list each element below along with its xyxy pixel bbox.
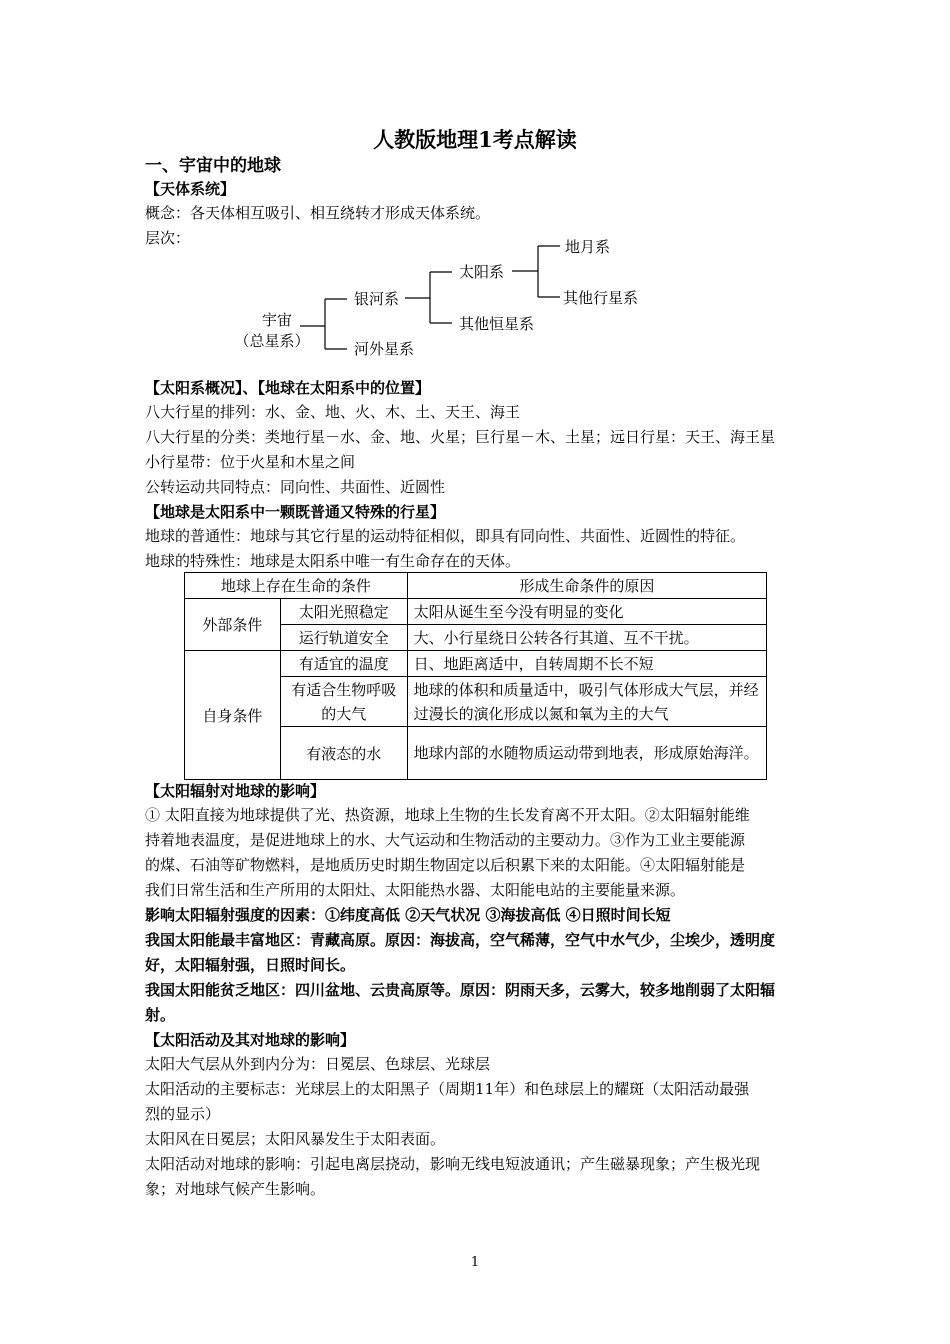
reason-cell: 太阳从诞生至今没有明显的变化 [407, 599, 766, 625]
reason-cell: 日、地距离适中，自转周期不长不短 [407, 651, 766, 677]
table-header-cell: 地球上存在生命的条件 [185, 573, 408, 599]
node-solar-system: 太阳系 [459, 263, 505, 281]
solar-line-1: 八大行星的排列：水、金、地、火、木、土、天王、海王 [145, 403, 521, 421]
levels-label: 层次： [145, 229, 191, 247]
subheading-celestial-system: 【天体系统】 [145, 180, 236, 198]
activity-line-6: 象；对地球气候产生影响。 [145, 1180, 326, 1198]
condition-cell: 太阳光照稳定 [280, 599, 407, 625]
solar-line-3: 小行星带：位于火星和木星之间 [145, 453, 356, 471]
hierarchy-diagram [0, 0, 950, 370]
condition-cell: 有适宜的温度 [280, 651, 407, 677]
subheading-special-planet: 【地球是太阳系中一颗既普通又特殊的行星】 [145, 503, 446, 521]
node-earth-moon: 地月系 [565, 238, 611, 256]
activity-line-4: 太阳风在日冕层；太阳风暴发生于太阳表面。 [145, 1130, 446, 1148]
node-extragalactic: 河外星系 [354, 340, 415, 358]
reason-cell: 大、小行星绕日公转各行其道、互不干扰。 [407, 625, 766, 651]
subheading-solar-radiation: 【太阳辐射对地球的影响】 [145, 782, 326, 800]
subheading-solar-overview: 【太阳系概况】、【地球在太阳系中的位置】 [145, 379, 431, 397]
node-universe: 宇宙 [261, 311, 293, 329]
node-galaxy: 银河系 [354, 290, 400, 308]
bold-line-5: 射。 [145, 1006, 176, 1024]
bold-line-2: 我国太阳能最丰富地区：青藏高原。原因：海拔高，空气稀薄，空气中水气少，尘埃少，透明度 [145, 931, 776, 949]
node-other-star-systems: 其他恒星系 [459, 315, 535, 333]
bold-line-1: 影响太阳辐射强度的因素：①纬度高低 ②天气状况 ③海拔高低 ④日照时间长短 [145, 906, 671, 924]
special-line-2: 地球的特殊性：地球是太阳系中唯一有生命存在的天体。 [145, 552, 521, 570]
document-title: 人教版地理1考点解读 [373, 127, 577, 152]
radiation-line-4: 我们日常生活和生产所用的太阳灶、太阳能热水器、太阳能电站的主要能量来源。 [145, 881, 686, 899]
node-other-planet-systems: 其他行星系 [563, 289, 639, 307]
radiation-line-3: 的煤、石油等矿物燃料，是地质历史时期生物固定以后积累下来的太阳能。④太阳辐射能是 [145, 856, 746, 874]
special-line-1: 地球的普通性：地球与其它行星的运动特征相似，即具有同向性、共面性、近圆性的特征。 [145, 527, 746, 545]
solar-line-4: 公转运动共同特点：同向性、共面性、近圆性 [145, 478, 446, 496]
bold-line-4: 我国太阳能贫乏地区：四川盆地、云贵高原等。原因：阴雨天多，云雾大，较多地削弱了太阳辐 [145, 981, 776, 999]
concept-text: 概念：各天体相互吸引、相互绕转才形成天体系统。 [145, 204, 491, 222]
table-row [185, 651, 767, 677]
table-header-row [185, 573, 767, 599]
condition-cell: 有液态的水 [280, 727, 407, 780]
life-conditions-table [184, 572, 767, 780]
solar-line-2: 八大行星的分类：类地行星－水、金、地、火星；巨行星－木、土星；远日行星：天王、海王星 [145, 428, 776, 446]
reason-cell: 地球的体积和质量适中，吸引气体形成大气层，并经过漫长的演化形成以氮和氧为主的大气 [407, 677, 766, 727]
node-universe-note: （总星系） [234, 332, 310, 350]
group-cell-external: 外部条件 [185, 599, 281, 651]
group-cell-internal: 自身条件 [185, 651, 281, 780]
activity-line-5: 太阳活动对地球的影响：引起电离层挠动，影响无线电短波通讯；产生磁暴现象；产生极光现 [145, 1155, 761, 1173]
table-header-cell: 形成生命条件的原因 [407, 573, 766, 599]
table-row [185, 599, 767, 625]
activity-line-2: 太阳活动的主要标志：光球层上的太阳黑子（周期11年）和色球层上的耀斑（太阳活动最强 [145, 1080, 750, 1098]
section-heading: 一、宇宙中的地球 [145, 156, 281, 176]
radiation-line-2: 持着地表温度，是促进地球上的水、大气运动和生物活动的主要动力。③作为工业主要能源 [145, 831, 746, 849]
condition-cell: 有适合生物呼吸的大气 [280, 677, 407, 727]
bold-line-3: 好，太阳辐射强，日照时间长。 [145, 956, 356, 974]
radiation-line-1: ① 太阳直接为地球提供了光、热资源，地球上生物的生长发育离不开太阳。②太阳辐射能维 [145, 806, 750, 824]
reason-cell: 地球内部的水随物质运动带到地表，形成原始海洋。 [407, 727, 766, 780]
activity-line-3: 烈的显示） [145, 1105, 221, 1123]
condition-cell: 运行轨道安全 [280, 625, 407, 651]
page-number: 1 [470, 1255, 480, 1270]
activity-line-1: 太阳大气层从外到内分为：日冕层、色球层、光球层 [145, 1055, 491, 1073]
subheading-solar-activity: 【太阳活动及其对地球的影响】 [145, 1031, 356, 1049]
